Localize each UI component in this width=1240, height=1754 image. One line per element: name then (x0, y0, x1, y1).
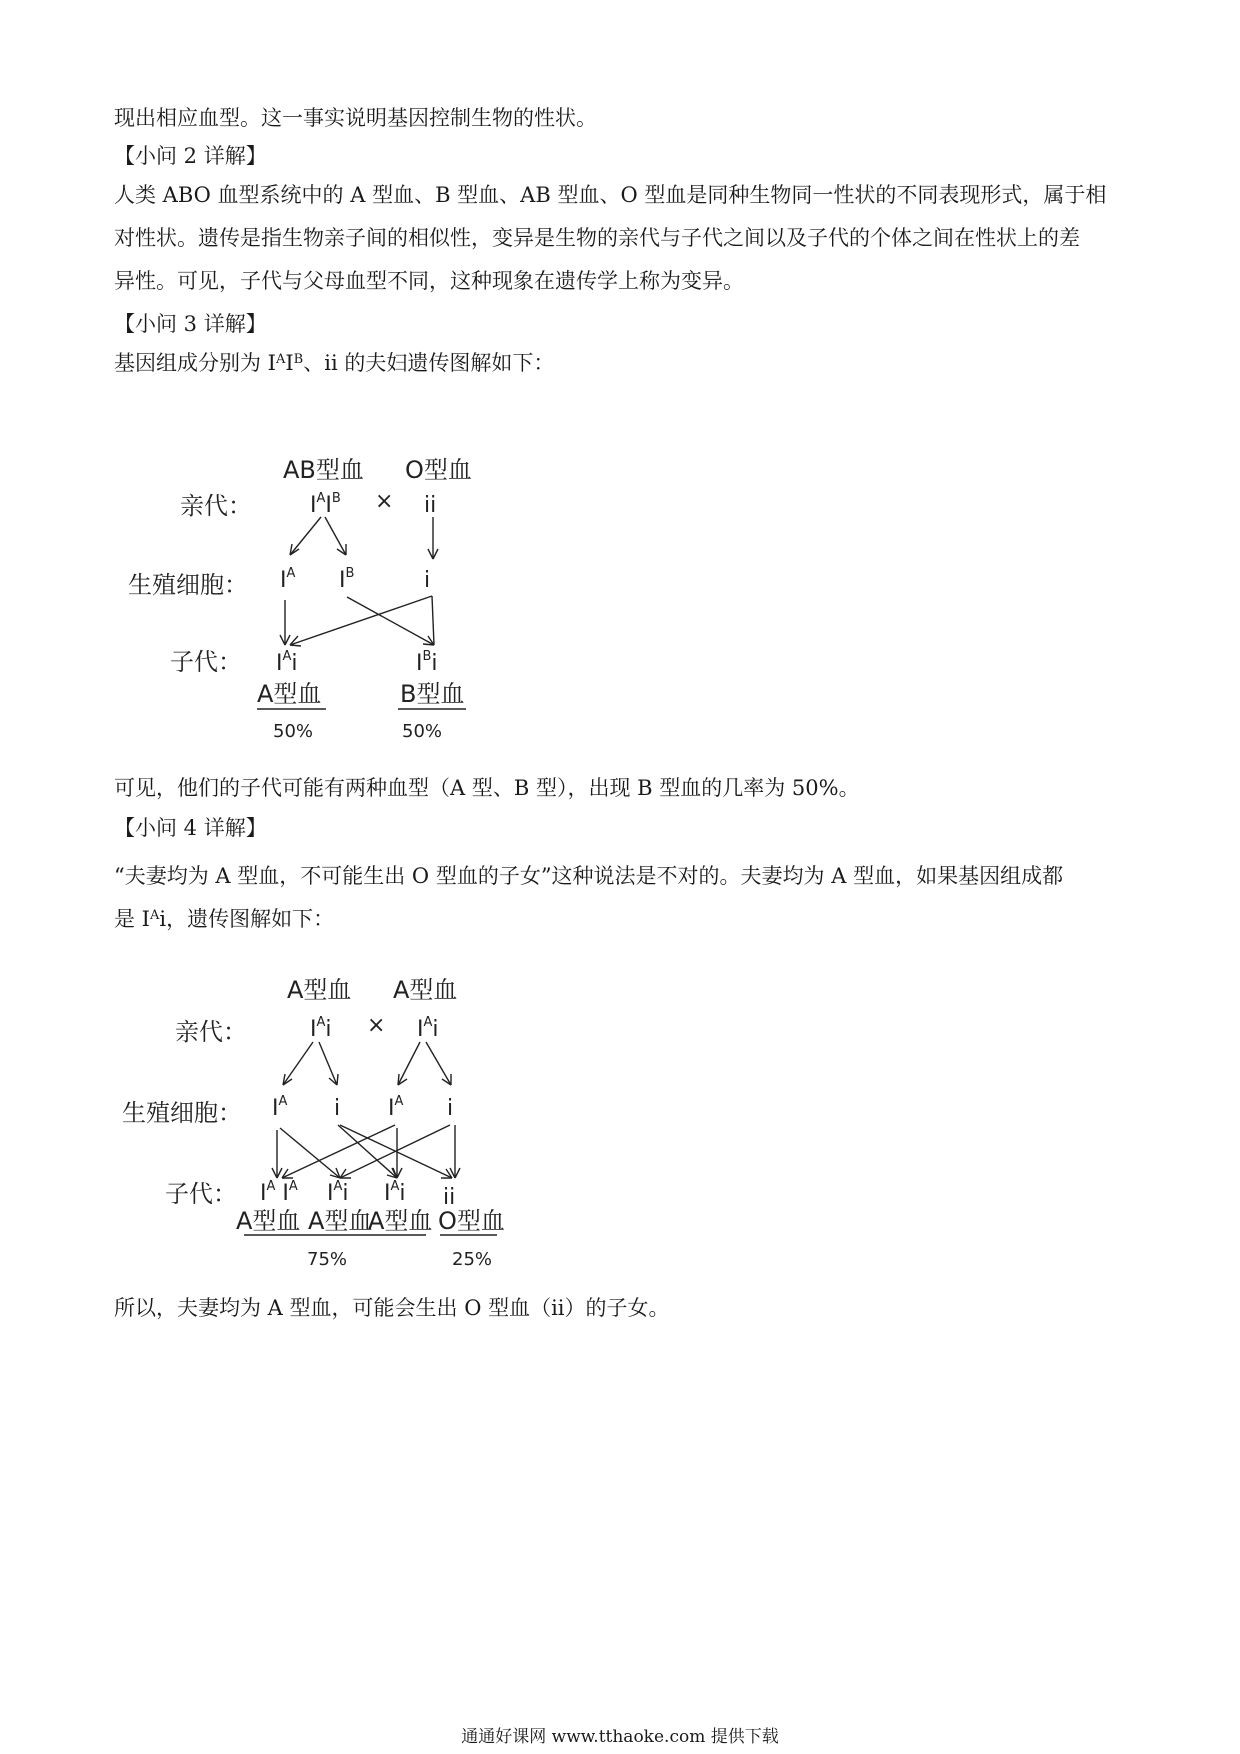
section-heading-3: 【小问 3 详解】 (114, 312, 267, 336)
child-genotype: $I^Ai$ (276, 649, 298, 676)
child-genotype: $I^Ai$ (327, 1179, 349, 1206)
child-genotype: $I^Ai$ (384, 1179, 406, 1206)
paragraph: 对性状。遗传是指生物亲子间的相似性，变异是生物的亲代与子代之间以及子代的个体之间在性状上的差 (114, 226, 1080, 250)
gamete: i (334, 1096, 341, 1121)
gamete: $I^B$ (339, 566, 355, 593)
arrow-lines (272, 1042, 460, 1178)
paragraph: 异性。可见，子代与父母血型不同，这种现象在遗传学上称为变异。 (114, 269, 744, 293)
child-blood-type: A型血 (368, 1207, 433, 1235)
parent1-genotype: $I^AI^B$ (310, 491, 341, 518)
parent2-type: O型血 (405, 456, 472, 484)
child-blood-type: A型血 (257, 680, 322, 708)
child-percentage: 50% (273, 721, 314, 742)
row-label-gamete: 生殖细胞： (122, 1099, 242, 1127)
paragraph: 人类 ABO 血型系统中的 A 型血、B 型血、AB 型血、O 型血是同种生物同一性状的不同表现形式，属于相 (114, 183, 1107, 207)
cross-symbol: × (367, 1013, 386, 1038)
row-label-parent: 亲代： (180, 492, 252, 520)
gamete: $I^A$ (388, 1094, 404, 1121)
gamete: i (424, 568, 431, 593)
child-genotype: $I^Bi$ (416, 649, 438, 676)
paragraph: 现出相应血型。这一事实说明基因控制生物的性状。 (114, 106, 597, 130)
parent2-type: A型血 (393, 976, 458, 1004)
child-blood-type: O型血 (438, 1207, 505, 1235)
paragraph: 所以，夫妻均为 A 型血，可能会生出 O 型血（ii）的子女。 (114, 1296, 670, 1320)
row-label-gamete: 生殖细胞： (128, 571, 248, 599)
section-heading-4: 【小问 4 详解】 (114, 816, 267, 840)
section-heading-2: 【小问 2 详解】 (114, 144, 267, 168)
gamete: i (447, 1096, 454, 1121)
row-label-child: 子代： (165, 1180, 237, 1208)
row-label-parent: 亲代： (175, 1018, 247, 1046)
gamete: $I^A$ (280, 566, 296, 593)
page-footer: 通通好课网 www.tthaoke.com 提供下载 (461, 1727, 779, 1747)
child-percentage: 50% (402, 721, 443, 742)
child-blood-type: A型血 (308, 1207, 373, 1235)
row-label-child: 子代： (170, 648, 242, 676)
parent2-genotype: ii (424, 493, 437, 518)
child-blood-type: A型血 (236, 1207, 301, 1235)
group-percentage: 75% (307, 1249, 348, 1270)
parent1-type: A型血 (287, 976, 352, 1004)
gamete: $I^A$ (272, 1094, 288, 1121)
paragraph: 是 $I^Ai$，遗传图解如下： (114, 907, 335, 931)
parent1-type: AB型血 (283, 456, 364, 484)
parent1-genotype: $I^Ai$ (310, 1015, 332, 1042)
child-genotype: ii (443, 1185, 456, 1210)
group-percentage: 25% (452, 1249, 493, 1270)
paragraph: “夫妻均为 A 型血，不可能生出 O 型血的子女”这种说法是不对的。夫妻均为 A 型血，如果基因组成都 (114, 864, 1064, 888)
child-genotype: $I^A$ $I^A$ (260, 1179, 298, 1206)
parent2-genotype: $I^Ai$ (417, 1015, 439, 1042)
paragraph: 基因组成分别为 $I^AI^B$、ii 的夫妇遗传图解如下： (114, 351, 555, 375)
cross-symbol: × (375, 489, 394, 514)
child-blood-type: B型血 (400, 680, 465, 708)
paragraph: 可见，他们的子代可能有两种血型（A 型、B 型），出现 B 型血的几率为 50%。 (114, 776, 860, 800)
